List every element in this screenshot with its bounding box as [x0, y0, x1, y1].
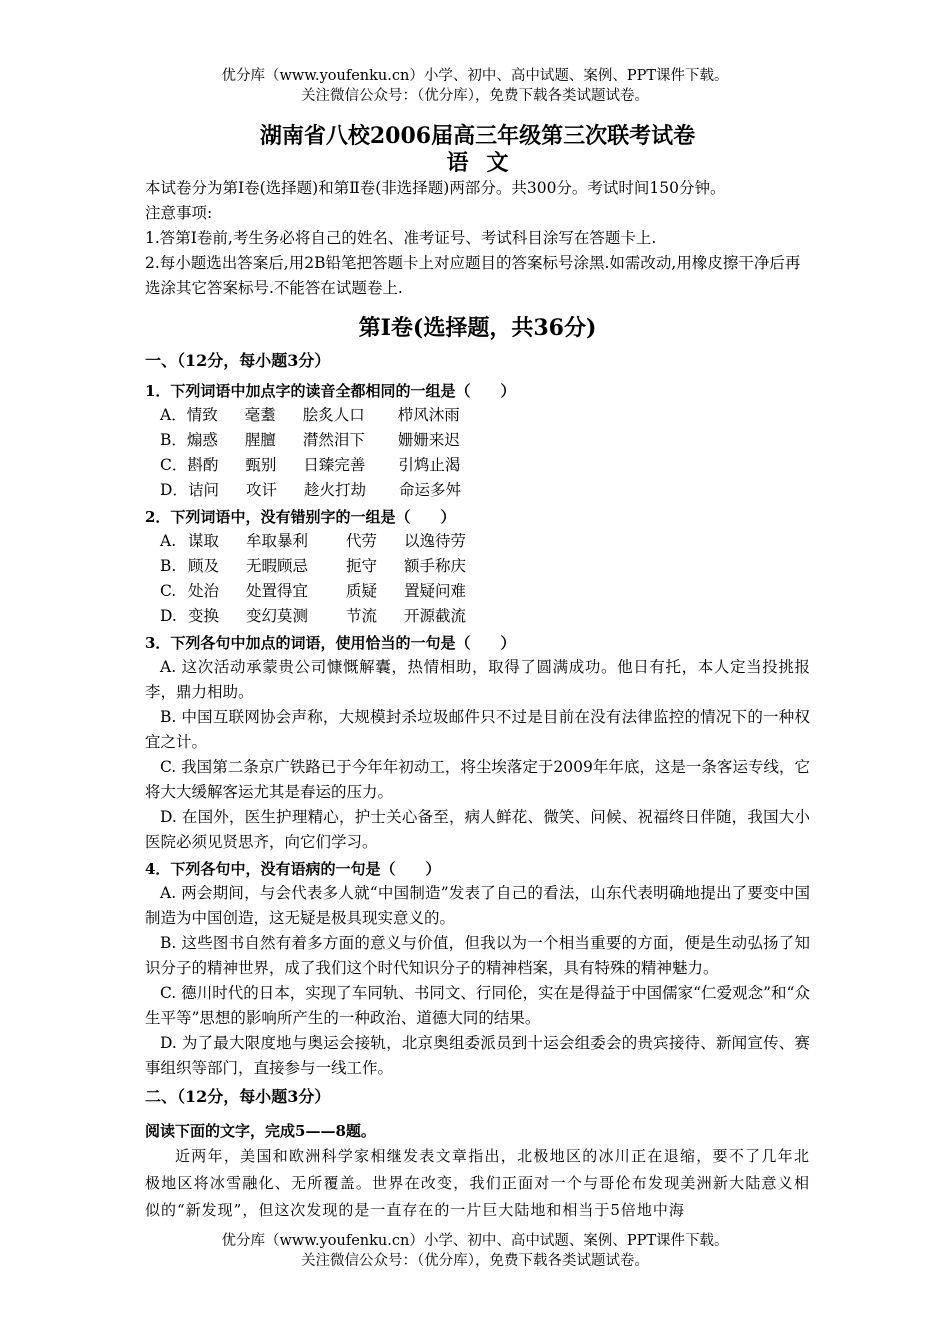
- part-2-heading: 二、（12分，每小题3分）: [145, 1087, 331, 1106]
- footer-line-1: 优分库（www.youfenku.cn）小学、初中、高中试题、案例、PPT课件下载。: [221, 1233, 729, 1249]
- question-4-option-b: B. 这些图书自然有着多方面的意义与价值，但我以为一个相当重要的方面，便是生动弘扬了知识分子的精神世界，成了我们这个时代知识分子的精神档案，具有特殊的精神魅力。: [145, 934, 810, 977]
- footer-line-2: 关注微信公众号：（优分库），免费下载各类试题试卷。: [301, 1253, 649, 1269]
- header-line-1: 优分库（www.youfenku.cn）小学、初中、高中试题、案例、PPT课件下载。: [221, 68, 729, 84]
- question-3-option-a: A. 这次活动承蒙贵公司慷慨解囊，热情相助，取得了圆满成功。他日有托，本人定当投挑报李，鼎力相助。: [145, 658, 810, 701]
- notes-label: 注意事项:: [145, 204, 213, 222]
- question-2-option-b: B. 顾及 无暇顾忌 扼守 额手称庆: [160, 557, 467, 575]
- reading-intro: 阅读下面的文字，完成5——8题。: [145, 1122, 376, 1140]
- question-2-option-d: D. 变换 变幻莫测 节流 开源截流: [160, 607, 467, 625]
- question-4-option-d: D. 为了最大限度地与奥运会接轨，北京奥组委派员到十运会组委会的贵宾接待、新闻宣传、赛事组织等部门，直接参与一线工作。: [145, 1034, 810, 1077]
- reading-passage: 近两年，美国和欧洲科学家相继发表文章指出，北极地区的冰川正在退缩，要不了几年北极地区将冰雪融化、无所覆盖。世界在改变，我们正面对一个与哥伦布发现美洲新大陆意义相似的“新发现”，但这次发现的是一直存在的一片巨大陆地和相当于5倍地中海: [145, 1147, 810, 1219]
- question-4-option-a: A. 两会期间，与会代表多人就“中国制造”发表了自己的看法，山东代表明确地提出了要变中国制造为中国创造，这无疑是极具现实意义的。: [145, 884, 810, 927]
- page-footer: [0, 1231, 950, 1271]
- question-1-stem: 1．下列词语中加点字的读音全都相同的一组是（ ）: [145, 382, 516, 400]
- section-1-title: 第Ⅰ卷(选择题，共36分): [358, 315, 597, 341]
- exam-title: 湖南省八校2006届高三年级第三次联考试卷: [259, 123, 696, 149]
- question-2-stem: 2．下列词语中，没有错别字的一组是（ ）: [145, 508, 456, 526]
- question-4-stem: 4．下列各句中，没有语病的一句是（ ）: [145, 860, 441, 878]
- exam-subject: 语文: [446, 150, 527, 176]
- exam-intro: 本试卷分为第Ⅰ卷(选择题)和第Ⅱ卷(非选择题)两部分。共300分。考试时间150分钟。: [145, 179, 726, 197]
- question-4-option-c: C. 德川时代的日本，实现了车同轨、书同文、行同伦，实在是得益于中国儒家“仁爱观念”和“众生平等”思想的影响所产生的一种政治、道德大同的结果。: [145, 984, 810, 1027]
- page-header: [0, 66, 950, 106]
- question-2-option-a: A. 谋取 牟取暴利 代劳 以逸待劳: [160, 532, 467, 550]
- exam-content: [145, 122, 810, 1224]
- question-1-option-c: C．斟酌 甄别 日臻完善 引鸩止渴: [160, 456, 461, 474]
- question-3-option-b: B. 中国互联网协会声称，大规模封杀垃圾邮件只不过是目前在没有法律监控的情况下的一种权宜之计。: [145, 708, 810, 751]
- question-1-option-a: A．情致 毫耋 脍炙人口 栉风沐雨: [160, 406, 460, 424]
- header-line-2: 关注微信公众号：（优分库），免费下载各类试题试卷。: [301, 88, 649, 104]
- question-3-stem: 3．下列各句中加点的词语，使用恰当的一句是（ ）: [145, 634, 516, 652]
- note-2: 2.每小题选出答案后,用2B铅笔把答题卡上对应题目的答案标号涂黑.如需改动,用橡皮擦干净后再选涂其它答案标号.不能答在试题卷上.: [145, 254, 801, 297]
- question-3-option-c: C. 我国第二条京广铁路已于今年年初动工，将尘埃落定于2009年年底，这是一条客运专线，它将大大缓解客运尤其是春运的压力。: [145, 758, 810, 801]
- question-1-option-b: B．煽惑 腥膻 潸然泪下 姗姗来迟: [160, 431, 460, 449]
- question-1-option-d: D．诘问 攻讦 趁火打劫 命运多舛: [160, 481, 461, 499]
- part-1-heading: 一、（12分，每小题3分）: [145, 351, 331, 370]
- note-1: 1.答第Ⅰ卷前,考生务必将自己的姓名、准考证号、考试科目涂写在答题卡上.: [145, 229, 657, 247]
- question-3-option-d: D. 在国外，医生护理精心，护士关心备至，病人鲜花、微笑、问候、祝福终日伴随，我国大小医院必须见贤思齐，向它们学习。: [145, 808, 810, 851]
- question-2-option-c: C. 处治 处置得宜 质疑 置疑问难: [160, 582, 467, 600]
